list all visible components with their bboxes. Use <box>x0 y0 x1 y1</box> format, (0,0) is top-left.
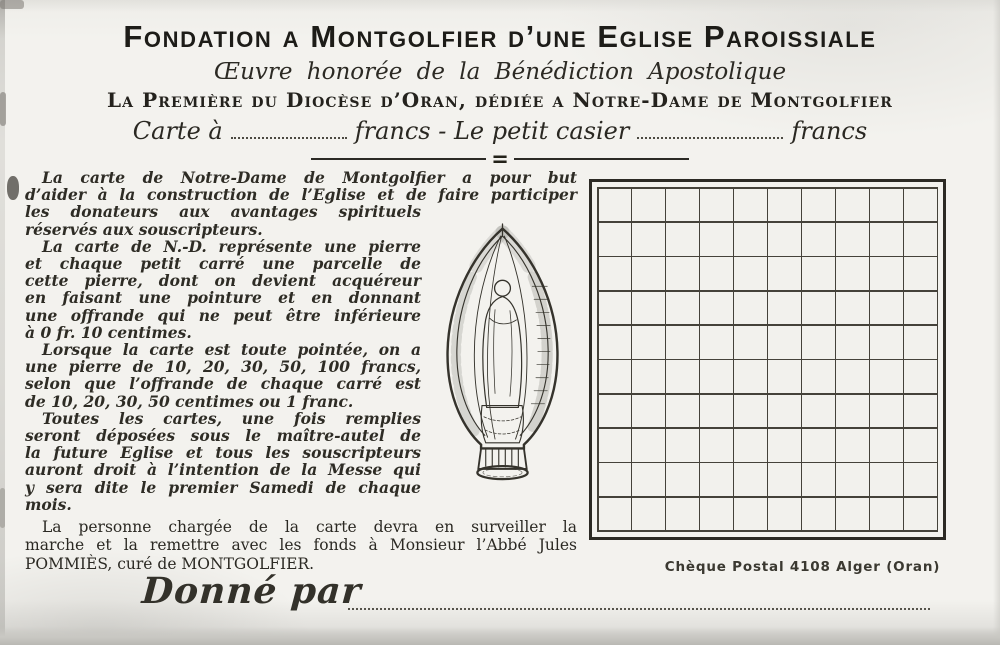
carte-amount-blank <box>231 117 347 139</box>
equals-glyph: = <box>491 147 509 171</box>
grid-cell <box>802 463 834 496</box>
grid-cell <box>836 395 868 428</box>
grid-cell <box>904 360 936 393</box>
grid-cell <box>666 395 698 428</box>
grid-cell <box>599 292 631 325</box>
grid-cell <box>734 223 766 256</box>
grid-cell <box>700 223 732 256</box>
balloon-illustration <box>428 220 577 513</box>
divider-rule <box>311 158 486 160</box>
text-line: cette pierre, dont on devient acquéreur <box>25 271 421 291</box>
paragraph-4 <box>25 410 421 513</box>
text-line: POMMIÈS, curé de MONTGOLFIER. <box>25 554 315 573</box>
grid-cell <box>666 223 698 256</box>
grid-cell <box>632 189 664 222</box>
grid-cell <box>904 498 936 531</box>
grid-cell <box>802 498 834 531</box>
carte-price-line <box>0 117 1000 145</box>
grid-cell <box>802 292 834 325</box>
grid-cell <box>734 257 766 290</box>
text-line: d’aider à la construction de l’Eglise et de faire participer <box>25 185 577 205</box>
grid-cell <box>666 257 698 290</box>
grid-cell <box>802 395 834 428</box>
grid-cell <box>836 292 868 325</box>
header <box>0 0 1000 171</box>
carte-label: Carte à <box>132 117 223 145</box>
grid-cell <box>666 498 698 531</box>
grid-cell <box>904 326 936 359</box>
grid-cell <box>632 395 664 428</box>
grid-cell <box>734 395 766 428</box>
grid-cell <box>734 429 766 462</box>
grid-cell <box>768 257 800 290</box>
text-line: les donateurs aux avantages spirituels <box>25 202 421 222</box>
grid-cell <box>768 429 800 462</box>
grid-cell <box>700 360 732 393</box>
grid-cell <box>734 463 766 496</box>
text-line: La carte de N.-D. représente une pierre <box>42 236 421 256</box>
grid-cell <box>700 189 732 222</box>
grid-cell <box>836 463 868 496</box>
donne-par-blank <box>348 584 930 610</box>
narrow-text-column <box>25 203 421 513</box>
grid-cell <box>666 463 698 496</box>
grid-cell <box>870 326 902 359</box>
grid-cell <box>768 326 800 359</box>
grid-cell <box>734 498 766 531</box>
grid-cell <box>836 498 868 531</box>
page-title: Fondation a Montgolfier d’une Eglise Paroissiale <box>123 19 877 54</box>
scan-smudge <box>7 176 19 200</box>
grid-cell <box>734 292 766 325</box>
donne-par-label: Donné par <box>140 570 363 612</box>
grid-cell <box>802 360 834 393</box>
grid-cell <box>599 257 631 290</box>
text-line: mois. <box>25 494 72 514</box>
paragraph-3 <box>25 341 421 410</box>
grid-cell <box>599 189 631 222</box>
text-line: auront droit à l’intention de la Messe qui <box>25 460 421 480</box>
grid-cell <box>734 189 766 222</box>
casier-amount-blank <box>637 117 783 139</box>
text-line: de 10, 20, 30, 50 centimes ou 1 franc. <box>25 391 354 411</box>
text-line: marche et la remettre avec les fonds à Monsieur l’Abbé Jules <box>25 536 577 555</box>
grid-cell <box>632 463 664 496</box>
text-line: La personne chargée de la carte devra en surveiller la <box>42 518 577 537</box>
grid-cell <box>599 360 631 393</box>
grid-cell <box>666 360 698 393</box>
divider-rule <box>514 158 689 160</box>
text-line: à 0 fr. 10 centimes. <box>25 322 192 342</box>
paragraph-5 <box>25 518 577 573</box>
grid-cell <box>836 326 868 359</box>
grid-cell <box>632 292 664 325</box>
grid-cell <box>599 463 631 496</box>
grid-cell <box>870 360 902 393</box>
grid-cell <box>632 360 664 393</box>
grid-cell <box>870 395 902 428</box>
text-line: une offrande qui ne peut être inférieure <box>25 305 421 325</box>
grid-cell <box>632 498 664 531</box>
grid-cell <box>666 292 698 325</box>
text-line: La carte de Notre-Dame de Montgolfier a pour but <box>42 168 577 187</box>
paragraph-1-lead <box>25 169 577 203</box>
cheque-postal-note: Chèque Postal 4108 Alger (Oran) <box>664 559 941 575</box>
grid-cell <box>700 498 732 531</box>
grid-cell <box>836 223 868 256</box>
grid-cell <box>599 498 631 531</box>
grid-cell <box>734 326 766 359</box>
grid-cell <box>768 360 800 393</box>
grid-cell <box>700 429 732 462</box>
grid-cell <box>632 326 664 359</box>
grid-cell <box>666 189 698 222</box>
grid-cell <box>836 257 868 290</box>
subtitle: Œuvre honorée de la Bénédiction Apostolique <box>213 59 787 85</box>
grid-cell <box>904 463 936 496</box>
text-line: Toutes les cartes, une fois remplies <box>42 408 421 428</box>
grid-cell <box>632 429 664 462</box>
grid-cell <box>768 292 800 325</box>
text-line: y sera dite le premier Samedi de chaque <box>25 477 421 497</box>
grid-cell <box>870 189 902 222</box>
grid-cell <box>904 292 936 325</box>
grid-cell <box>768 223 800 256</box>
body-text <box>25 169 577 573</box>
subscription-grid <box>589 179 946 540</box>
dedication-line: La Première du Diocèse d’Oran, dédiée a Notre-Dame de Montgolfier <box>106 88 893 112</box>
grid-cell <box>904 189 936 222</box>
grid-cell <box>870 292 902 325</box>
grid-cell <box>870 463 902 496</box>
grid-cell <box>836 189 868 222</box>
grid-cell <box>700 463 732 496</box>
grid-cell <box>599 223 631 256</box>
grid-cell <box>734 360 766 393</box>
grid-cell <box>802 189 834 222</box>
grid-cell <box>836 429 868 462</box>
text-line: Lorsque la carte est toute pointée, on a <box>42 340 421 360</box>
grid-cell <box>802 223 834 256</box>
text-line: la future Eglise et tous les souscripteurs <box>25 443 421 463</box>
grid-cell <box>768 189 800 222</box>
grid-cell <box>666 326 698 359</box>
text-line: une pierre de 10, 20, 30, 50, 100 francs, <box>25 357 421 377</box>
grid-cell <box>904 223 936 256</box>
grid-cell <box>904 395 936 428</box>
grid-cell <box>768 463 800 496</box>
grid-cell <box>700 292 732 325</box>
paragraph-1-continued <box>25 203 421 237</box>
grid-cell <box>666 429 698 462</box>
grid-cell <box>870 498 902 531</box>
grid-cell <box>836 360 868 393</box>
grid-cell <box>802 257 834 290</box>
grid-cell <box>802 326 834 359</box>
grid-cell <box>870 257 902 290</box>
grid-cell <box>700 326 732 359</box>
grid-cell <box>904 429 936 462</box>
francs-label: francs <box>791 117 868 145</box>
grid-cell <box>632 257 664 290</box>
text-line: et chaque petit carré une parcelle de <box>25 254 421 274</box>
text-line: réservés aux souscripteurs. <box>25 219 263 239</box>
grid-cell <box>802 429 834 462</box>
scan-smudge <box>0 488 5 528</box>
grid-cell <box>599 395 631 428</box>
grid-cell <box>700 257 732 290</box>
casier-label: francs - Le petit casier <box>354 117 630 145</box>
grid-cell <box>768 395 800 428</box>
notre-dame-balloon-icon <box>428 220 577 498</box>
scan-edge-bottom <box>0 627 1000 645</box>
paragraph-2 <box>25 238 421 341</box>
grid-cells <box>597 187 938 532</box>
grid-cell <box>904 257 936 290</box>
grid-cell <box>599 326 631 359</box>
grid-cell <box>700 395 732 428</box>
text-line: en faisant une pointure et en donnant <box>25 288 421 308</box>
text-line: seront déposées sous le maître-autel de <box>25 426 421 446</box>
text-line: selon que l’offrande de chaque carré est <box>25 374 421 394</box>
grid-cell <box>632 223 664 256</box>
grid-cell <box>870 223 902 256</box>
header-divider <box>311 147 689 171</box>
grid-cell <box>870 429 902 462</box>
grid-cell <box>768 498 800 531</box>
grid-cell <box>599 429 631 462</box>
